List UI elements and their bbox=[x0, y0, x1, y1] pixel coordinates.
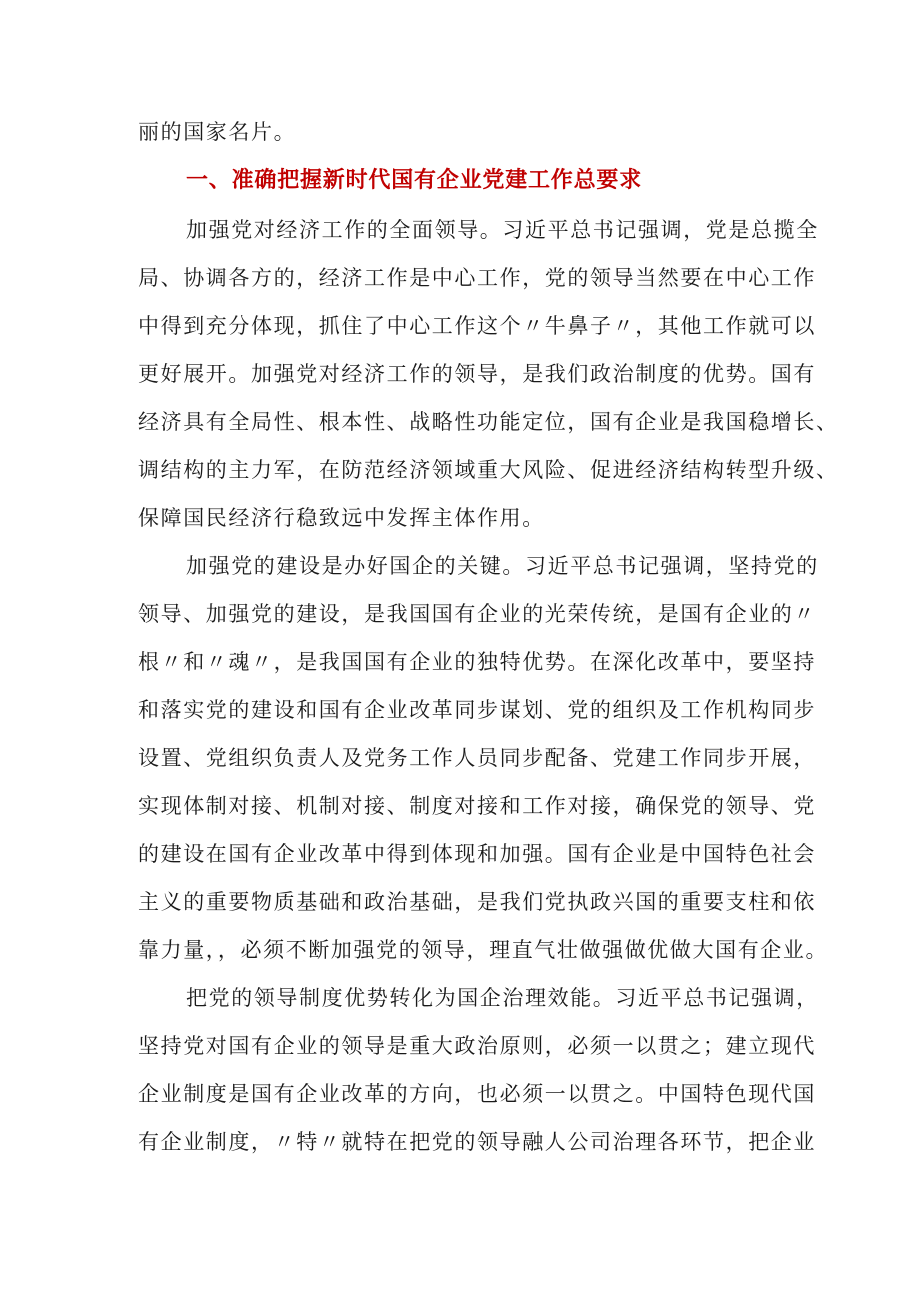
text-line-9: 加强党的建设是办好国企的关键。习近平总书记强调，坚持党的 bbox=[186, 554, 819, 578]
text-line-10: 领导、加强党的建设，是我国国有企业的光荣传统，是国有企业的〃 bbox=[138, 602, 816, 626]
text-line-14: 实现体制对接、机制对接、制度对接和工作对接，确保党的领导、党 bbox=[138, 794, 816, 818]
text-line-16: 主义的重要物质基础和政治基础，是我们党执政兴国的重要支柱和依 bbox=[138, 890, 816, 914]
text-line-5: 更好展开。加强党对经济工作的领导，是我们政治制度的优势。国有 bbox=[138, 362, 816, 386]
text-line-19: 坚持党对国有企业的领导是重大政治原则，必须一以贯之；建立现代 bbox=[138, 1034, 816, 1058]
text-line-20: 企业制度是国有企业改革的方向，也必须一以贯之。中国特色现代国 bbox=[138, 1082, 816, 1106]
text-line-18: 把党的领导制度优势转化为国企治理效能。习近平总书记强调， bbox=[186, 986, 819, 1010]
text-line-1: 丽的国家名片。 bbox=[138, 120, 297, 144]
text-line-13: 设置、党组织负责人及党务工作人员同步配备、党建工作同步开展， bbox=[138, 746, 816, 770]
text-line-8: 保障国民经济行稳致远中发挥主体作用。 bbox=[138, 506, 545, 530]
text-line-12: 和落实党的建设和国有企业改革同步谋划、党的组织及工作机构同步 bbox=[138, 698, 816, 722]
text-line-11: 根〃和〃魂〃，是我国国有企业的独特优势。在深化改革中，要坚持 bbox=[138, 650, 816, 674]
text-line-21: 有企业制度，〃特〃就特在把党的领导融人公司治理各环节，把企业 bbox=[138, 1130, 816, 1154]
text-line-17: 靠力量，，必须不断加强党的领导，理直气壮做强做优做大国有企业。 bbox=[138, 938, 829, 962]
text-line-2: 加强党对经济工作的全面领导。习近平总书记强调，党是总揽全 bbox=[186, 218, 819, 242]
section-heading: 一、准确把握新时代国有企业党建工作总要求 bbox=[186, 168, 643, 193]
text-line-7: 调结构的主力军，在防范经济领域重大风险、促进经济结构转型升级、 bbox=[138, 458, 839, 482]
text-line-3: 局、协调各方的，经济工作是中心工作，党的领导当然要在中心工作 bbox=[138, 266, 816, 290]
text-line-6: 经济具有全局性、根本性、战略性功能定位，国有企业是我国稳增长、 bbox=[138, 410, 839, 434]
text-line-4: 中得到充分体现，抓住了中心工作这个〃牛鼻子〃，其他工作就可以 bbox=[138, 314, 816, 338]
text-line-15: 的建设在国有企业改革中得到体现和加强。国有企业是中国特色社会 bbox=[138, 842, 816, 866]
